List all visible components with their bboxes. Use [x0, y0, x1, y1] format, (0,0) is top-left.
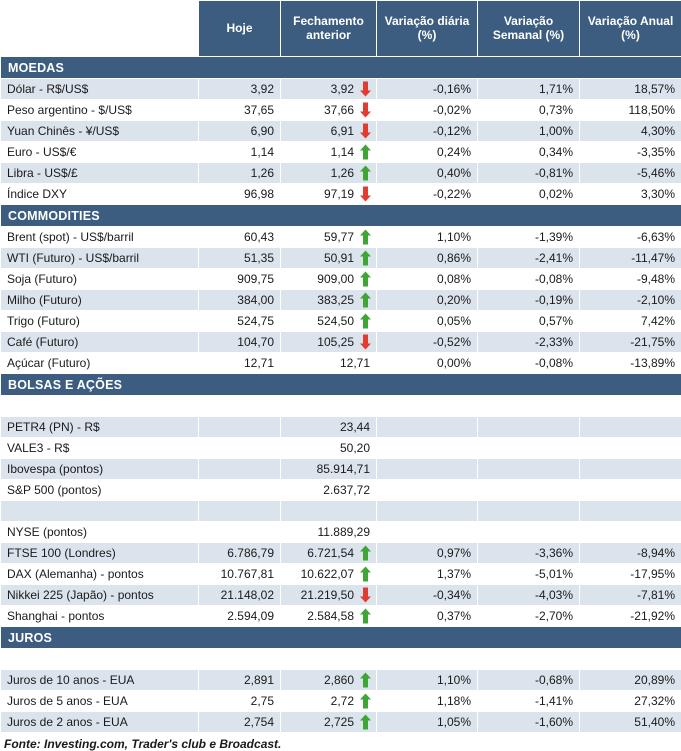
variation-annual: 118,50% — [580, 100, 681, 121]
value-today — [199, 649, 281, 670]
up-arrow-icon — [359, 230, 372, 245]
variation-daily: 0,20% — [377, 290, 478, 311]
variation-daily — [377, 417, 478, 438]
table-row — [1, 522, 681, 543]
value-today — [199, 438, 281, 459]
variation-daily: -0,12% — [377, 121, 478, 142]
value-today: 384,00 — [199, 290, 281, 311]
section-title: COMMODITIES — [1, 205, 681, 227]
variation-annual — [580, 501, 681, 522]
row-label: Peso argentino - $/US$ — [1, 100, 199, 121]
value-today: 2,75 — [199, 691, 281, 712]
column-header-2: Fechamento anterior — [281, 1, 377, 57]
value-previous-close — [281, 100, 377, 121]
row-label: Trigo (Futuro) — [1, 311, 199, 332]
variation-daily: -0,34% — [377, 585, 478, 606]
value-today — [199, 522, 281, 543]
value-today: 37,65 — [199, 100, 281, 121]
value-today — [199, 396, 281, 417]
table-row — [1, 100, 681, 121]
value-previous-close-text: 97,19 — [324, 187, 354, 201]
up-arrow-icon — [359, 673, 372, 688]
variation-weekly — [478, 459, 580, 480]
value-previous-close-text: 1,14 — [331, 145, 354, 159]
table-row — [1, 290, 681, 311]
variation-annual: 27,32% — [580, 691, 681, 712]
row-label: Dólar - R$/US$ — [1, 79, 199, 100]
row-label: VALE3 - R$ — [1, 438, 199, 459]
section-title: MOEDAS — [1, 57, 681, 79]
variation-annual: -17,95% — [580, 564, 681, 585]
variation-annual: -21,75% — [580, 332, 681, 353]
variation-annual: -9,48% — [580, 269, 681, 290]
variation-weekly: -0,68% — [478, 670, 580, 691]
value-previous-close-text: 2,725 — [324, 715, 354, 729]
up-arrow-icon — [359, 694, 372, 709]
value-previous-close-text: 85.914,71 — [317, 462, 370, 476]
variation-daily: 0,40% — [377, 163, 478, 184]
value-previous-close-text: 21.219,50 — [301, 588, 354, 602]
variation-annual — [580, 417, 681, 438]
header-corner-cell — [1, 1, 199, 57]
variation-weekly: 0,57% — [478, 311, 580, 332]
row-label: PETR4 (PN) - R$ — [1, 417, 199, 438]
variation-weekly: -5,01% — [478, 564, 580, 585]
column-header-5: Variação Anual (%) — [580, 1, 681, 57]
table-row — [1, 163, 681, 184]
value-previous-close — [281, 227, 377, 248]
value-previous-close-text: 37,66 — [324, 103, 354, 117]
variation-daily — [377, 459, 478, 480]
value-today — [199, 417, 281, 438]
row-label — [1, 649, 199, 670]
variation-weekly: -1,60% — [478, 712, 580, 733]
variation-weekly: 0,34% — [478, 142, 580, 163]
table-row — [1, 332, 681, 353]
value-previous-close-text: 2.584,58 — [307, 609, 354, 623]
variation-weekly: -0,19% — [478, 290, 580, 311]
variation-daily: -0,02% — [377, 100, 478, 121]
table-row — [1, 585, 681, 606]
value-previous-close-text: 59,77 — [324, 230, 354, 244]
variation-weekly: -1,39% — [478, 227, 580, 248]
variation-weekly — [478, 396, 580, 417]
up-arrow-icon — [359, 272, 372, 287]
down-arrow-icon — [359, 82, 372, 97]
section-header-row — [1, 627, 681, 649]
value-previous-close-text: 1,26 — [331, 166, 354, 180]
variation-weekly — [478, 480, 580, 501]
variation-annual: -8,94% — [580, 543, 681, 564]
value-previous-close — [281, 417, 377, 438]
row-label: Milho (Futuro) — [1, 290, 199, 311]
column-header-1: Hoje — [199, 1, 281, 57]
value-today: 1,26 — [199, 163, 281, 184]
value-today: 60,43 — [199, 227, 281, 248]
variation-daily — [377, 649, 478, 670]
value-previous-close — [281, 480, 377, 501]
row-label: Brent (spot) - US$/barril — [1, 227, 199, 248]
value-previous-close — [281, 438, 377, 459]
variation-weekly: -3,36% — [478, 543, 580, 564]
down-arrow-icon — [359, 335, 372, 350]
variation-daily — [377, 396, 478, 417]
variation-annual: 3,30% — [580, 184, 681, 205]
table-row — [1, 396, 681, 417]
row-label: Yuan Chinês - ¥/US$ — [1, 121, 199, 142]
variation-daily — [377, 522, 478, 543]
value-today: 51,35 — [199, 248, 281, 269]
table-row — [1, 248, 681, 269]
table-row — [1, 269, 681, 290]
variation-annual — [580, 522, 681, 543]
value-previous-close — [281, 691, 377, 712]
variation-daily — [377, 438, 478, 459]
value-previous-close-text: 3,92 — [331, 82, 354, 96]
row-label: Juros de 2 anos - EUA — [1, 712, 199, 733]
row-label: DAX (Alemanha) - pontos — [1, 564, 199, 585]
table-body — [1, 57, 681, 733]
value-previous-close-text: 2,72 — [331, 694, 354, 708]
row-label: Juros de 10 anos - EUA — [1, 670, 199, 691]
value-today: 21.148,02 — [199, 585, 281, 606]
value-today — [199, 501, 281, 522]
variation-weekly: -0,08% — [478, 269, 580, 290]
value-previous-close — [281, 585, 377, 606]
value-previous-close-text: 2,860 — [324, 673, 354, 687]
variation-weekly: 0,73% — [478, 100, 580, 121]
row-label: S&P 500 (pontos) — [1, 480, 199, 501]
up-arrow-icon — [359, 145, 372, 160]
value-today: 6.786,79 — [199, 543, 281, 564]
section-title: BOLSAS E AÇÕES — [1, 374, 681, 396]
value-today: 104,70 — [199, 332, 281, 353]
variation-annual: -11,47% — [580, 248, 681, 269]
table-row — [1, 438, 681, 459]
value-previous-close — [281, 564, 377, 585]
variation-daily — [377, 480, 478, 501]
variation-daily: 0,08% — [377, 269, 478, 290]
row-label: Juros de 5 anos - EUA — [1, 691, 199, 712]
variation-annual — [580, 438, 681, 459]
table-row — [1, 606, 681, 627]
variation-weekly — [478, 522, 580, 543]
variation-annual: 51,40% — [580, 712, 681, 733]
value-previous-close — [281, 670, 377, 691]
section-header-row — [1, 374, 681, 396]
value-previous-close — [281, 501, 377, 522]
table-header — [1, 1, 681, 57]
table-row — [1, 501, 681, 522]
value-previous-close — [281, 311, 377, 332]
variation-annual — [580, 459, 681, 480]
table-row — [1, 459, 681, 480]
table-row — [1, 564, 681, 585]
row-label: Euro - US$/€ — [1, 142, 199, 163]
row-label — [1, 501, 199, 522]
up-arrow-icon — [359, 715, 372, 730]
table-row — [1, 353, 681, 374]
variation-daily: 1,10% — [377, 670, 478, 691]
variation-daily — [377, 501, 478, 522]
variation-annual: -6,63% — [580, 227, 681, 248]
table-row — [1, 691, 681, 712]
variation-annual — [580, 396, 681, 417]
value-previous-close — [281, 712, 377, 733]
table-row — [1, 712, 681, 733]
variation-annual: 18,57% — [580, 79, 681, 100]
up-arrow-icon — [359, 293, 372, 308]
table-row — [1, 649, 681, 670]
table-row — [1, 543, 681, 564]
variation-annual: -5,46% — [580, 163, 681, 184]
variation-daily: -0,22% — [377, 184, 478, 205]
section-header-row — [1, 57, 681, 79]
value-today: 3,92 — [199, 79, 281, 100]
table-row — [1, 311, 681, 332]
value-previous-close — [281, 142, 377, 163]
value-today — [199, 480, 281, 501]
value-today: 2.594,09 — [199, 606, 281, 627]
value-previous-close-text: 6,91 — [331, 124, 354, 138]
row-label: Shanghai - pontos — [1, 606, 199, 627]
variation-daily: 0,24% — [377, 142, 478, 163]
value-previous-close-text: 105,25 — [317, 335, 354, 349]
variation-annual: -21,92% — [580, 606, 681, 627]
variation-annual: 7,42% — [580, 311, 681, 332]
value-previous-close — [281, 353, 377, 374]
value-today: 6,90 — [199, 121, 281, 142]
value-previous-close — [281, 163, 377, 184]
value-previous-close-text: 909,00 — [317, 272, 354, 286]
up-arrow-icon — [359, 609, 372, 624]
variation-weekly: -1,41% — [478, 691, 580, 712]
row-label: Soja (Futuro) — [1, 269, 199, 290]
value-previous-close — [281, 649, 377, 670]
value-previous-close-text: 12,71 — [340, 356, 370, 370]
value-previous-close — [281, 79, 377, 100]
table-row — [1, 670, 681, 691]
row-label — [1, 396, 199, 417]
variation-daily: 0,86% — [377, 248, 478, 269]
variation-daily: -0,52% — [377, 332, 478, 353]
variation-annual: 20,89% — [580, 670, 681, 691]
value-previous-close-text: 524,50 — [317, 314, 354, 328]
variation-weekly: -2,41% — [478, 248, 580, 269]
table-row — [1, 79, 681, 100]
value-previous-close — [281, 269, 377, 290]
value-previous-close-text: 11.889,29 — [318, 525, 371, 539]
variation-weekly: -4,03% — [478, 585, 580, 606]
value-today: 96,98 — [199, 184, 281, 205]
row-label: FTSE 100 (Londres) — [1, 543, 199, 564]
value-previous-close — [281, 522, 377, 543]
variation-weekly: -2,70% — [478, 606, 580, 627]
value-today: 10.767,81 — [199, 564, 281, 585]
down-arrow-icon — [359, 588, 372, 603]
variation-weekly: -0,81% — [478, 163, 580, 184]
value-previous-close-text: 2.637,72 — [323, 483, 370, 497]
variation-weekly: 1,71% — [478, 79, 580, 100]
table-row — [1, 480, 681, 501]
up-arrow-icon — [359, 546, 372, 561]
variation-daily: 1,37% — [377, 564, 478, 585]
row-label: Libra - US$/£ — [1, 163, 199, 184]
header-row — [1, 1, 681, 57]
value-today: 909,75 — [199, 269, 281, 290]
table-row — [1, 227, 681, 248]
value-previous-close-text: 50,20 — [340, 441, 370, 455]
variation-daily: 0,05% — [377, 311, 478, 332]
variation-annual: 4,30% — [580, 121, 681, 142]
value-previous-close — [281, 184, 377, 205]
row-label: Café (Futuro) — [1, 332, 199, 353]
variation-annual: -3,35% — [580, 142, 681, 163]
value-today: 12,71 — [199, 353, 281, 374]
section-title: JUROS — [1, 627, 681, 649]
value-previous-close-text: 23,44 — [340, 420, 370, 434]
value-today: 524,75 — [199, 311, 281, 332]
up-arrow-icon — [359, 314, 372, 329]
variation-daily: 0,97% — [377, 543, 478, 564]
value-previous-close — [281, 121, 377, 142]
variation-daily: 0,37% — [377, 606, 478, 627]
value-previous-close — [281, 459, 377, 480]
up-arrow-icon — [359, 567, 372, 582]
variation-daily: 1,18% — [377, 691, 478, 712]
variation-weekly — [478, 417, 580, 438]
down-arrow-icon — [359, 103, 372, 118]
variation-annual — [580, 480, 681, 501]
column-header-4: Variação Semanal (%) — [478, 1, 580, 57]
value-previous-close — [281, 543, 377, 564]
value-previous-close — [281, 396, 377, 417]
column-header-3: Variação diária (%) — [377, 1, 478, 57]
variation-annual: -7,81% — [580, 585, 681, 606]
value-today: 1,14 — [199, 142, 281, 163]
section-header-row — [1, 205, 681, 227]
variation-annual: -2,10% — [580, 290, 681, 311]
row-label: Ibovespa (pontos) — [1, 459, 199, 480]
variation-daily: 1,05% — [377, 712, 478, 733]
variation-weekly: -0,08% — [478, 353, 580, 374]
value-today: 2,754 — [199, 712, 281, 733]
value-previous-close-text: 6.721,54 — [307, 546, 354, 560]
table-row — [1, 184, 681, 205]
table-row — [1, 417, 681, 438]
variation-weekly — [478, 438, 580, 459]
variation-weekly: 0,02% — [478, 184, 580, 205]
value-previous-close-text: 10.622,07 — [301, 567, 354, 581]
value-today: 2,891 — [199, 670, 281, 691]
value-previous-close — [281, 248, 377, 269]
value-previous-close — [281, 332, 377, 353]
row-label: WTI (Futuro) - US$/barril — [1, 248, 199, 269]
row-label: Índice DXY — [1, 184, 199, 205]
table-row — [1, 142, 681, 163]
variation-annual — [580, 649, 681, 670]
variation-weekly — [478, 649, 580, 670]
up-arrow-icon — [359, 251, 372, 266]
variation-daily: -0,16% — [377, 79, 478, 100]
value-previous-close — [281, 606, 377, 627]
row-label: Nikkei 225 (Japão) - pontos — [1, 585, 199, 606]
row-label: NYSE (pontos) — [1, 522, 199, 543]
value-previous-close-text: 383,25 — [317, 293, 354, 307]
variation-annual: -13,89% — [580, 353, 681, 374]
value-today — [199, 459, 281, 480]
down-arrow-icon — [359, 124, 372, 139]
variation-daily: 1,10% — [377, 227, 478, 248]
source-footnote: Fonte: Investing.com, Trader's club e Broadcast. — [0, 733, 681, 751]
up-arrow-icon — [359, 166, 372, 181]
variation-weekly: -2,33% — [478, 332, 580, 353]
table-row — [1, 121, 681, 142]
variation-daily: 0,00% — [377, 353, 478, 374]
down-arrow-icon — [359, 187, 372, 202]
variation-weekly — [478, 501, 580, 522]
variation-weekly: 1,00% — [478, 121, 580, 142]
value-previous-close-text: 50,91 — [324, 251, 354, 265]
value-previous-close — [281, 290, 377, 311]
row-label: Açúcar (Futuro) — [1, 353, 199, 374]
